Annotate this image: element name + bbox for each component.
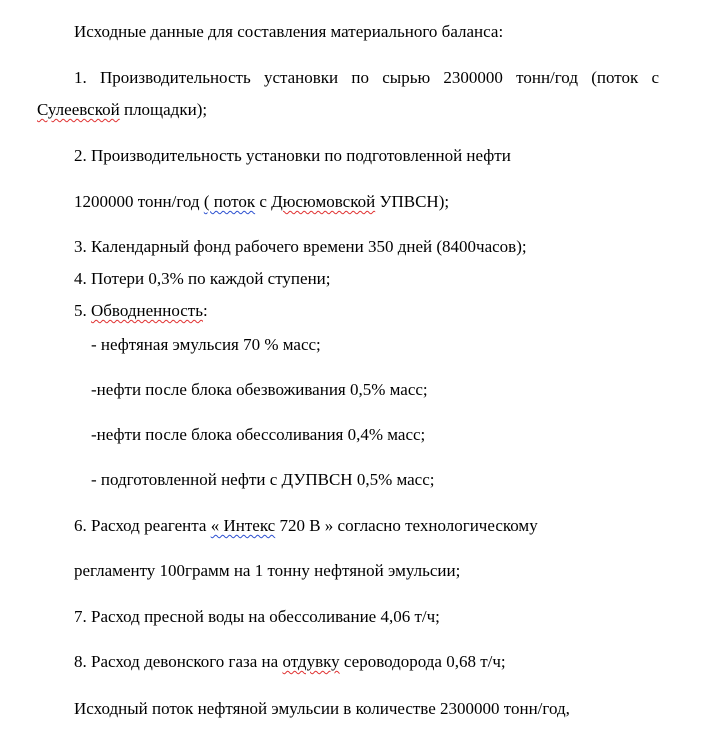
item-4: 4. Потери 0,3% по каждой ступени;: [74, 269, 331, 288]
grammar-mark[interactable]: « Интекс: [210, 516, 276, 535]
grammar-mark[interactable]: ( поток: [203, 192, 256, 211]
spellcheck-word[interactable]: Сулеевской: [37, 100, 120, 119]
sub-item-1: - нефтяная эмульсия 70 % масс;: [91, 335, 321, 354]
item-1-line-2: [37, 100, 207, 120]
item-8-text: 8. Расход девонского газа на: [74, 652, 283, 671]
item-5-num: 5.: [74, 301, 91, 320]
item-1-line-1: 1. Производительность установки по сырью 2300000 тонн/год (поток с: [74, 68, 659, 87]
sub-item-3: -нефти после блока обессоливания 0,4% масс;: [91, 425, 426, 444]
item-2-line-2: [74, 192, 449, 212]
item-5: [74, 301, 208, 321]
spellcheck-word[interactable]: Дюсюмовской: [271, 192, 376, 211]
item-2-text-end: УПВСН);: [375, 192, 450, 211]
closing-line: Исходный поток нефтяной эмульсии в количестве 2300000 тонн/год,: [74, 699, 570, 718]
item-8-text-rest: сероводорода 0,68 т/ч;: [339, 652, 506, 671]
sub-item-2: -нефти после блока обезвоживания 0,5% масс;: [91, 380, 428, 399]
item-2-line-1: 2. Производительность установки по подготовленной нефти: [74, 146, 511, 165]
item-6-line-2: регламенту 100грамм на 1 тонну нефтяной эмульсии;: [74, 561, 461, 580]
sub-item-4: - подготовленной нефти с ДУПВСН 0,5% масс;: [91, 470, 435, 489]
item-6-line-1: [74, 516, 538, 536]
item-2-text: 1200000 тонн/год: [74, 192, 204, 211]
item-6-text: 6. Расход реагента: [74, 516, 211, 535]
item-5-colon: :: [203, 301, 208, 320]
item-7: 7. Расход пресной воды на обессоливание 4,06 т/ч;: [74, 607, 440, 626]
item-6-text-rest: 720 В » согласно технологическому: [275, 516, 538, 535]
intro-heading: Исходные данные для составления материального баланса:: [74, 22, 504, 41]
item-8: [74, 652, 506, 672]
item-1-line-2-text: площадки);: [119, 100, 208, 119]
item-3: 3. Календарный фонд рабочего времени 350 дней (8400часов);: [74, 237, 527, 256]
item-2-text-mid: с: [255, 192, 272, 211]
spellcheck-word[interactable]: отдувку: [282, 652, 340, 671]
spellcheck-word[interactable]: Обводненность: [91, 301, 203, 320]
